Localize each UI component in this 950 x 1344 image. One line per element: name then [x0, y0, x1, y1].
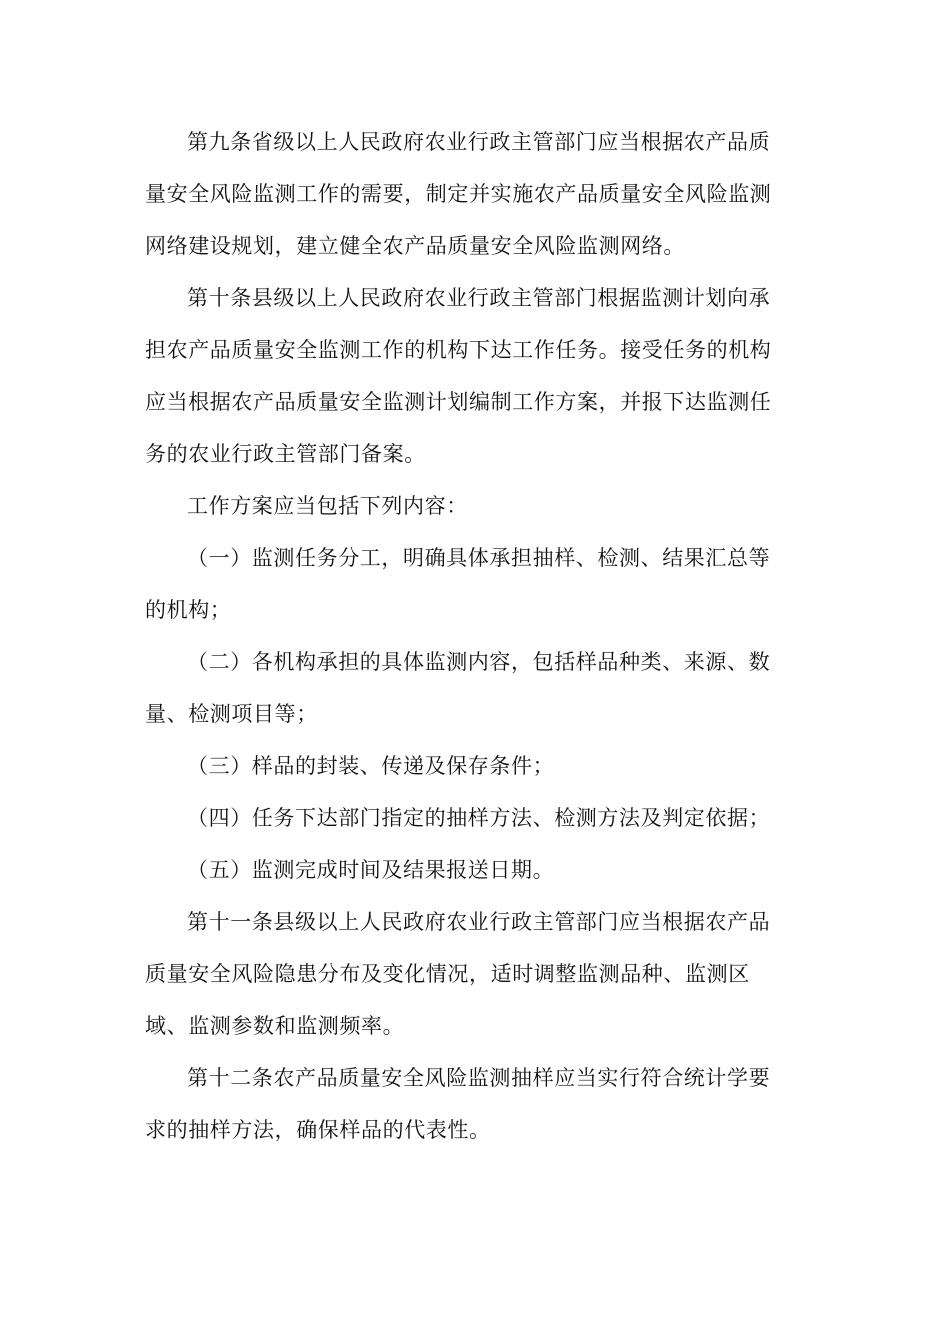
text-line: 求的抽样方法，确保样品的代表性。: [145, 1118, 491, 1142]
list-item-4: [145, 792, 805, 844]
text-line: （二）各机构承担的具体监测内容，包括样品种类、来源、数: [187, 650, 771, 674]
text-line: 第十二条农产品质量安全风险监测抽样应当实行符合统计学要: [187, 1066, 771, 1090]
text-line: 务的农业行政主管部门备案。: [145, 442, 426, 466]
text-line: 应当根据农产品质量安全监测计划编制工作方案，并报下达监测任: [145, 390, 772, 414]
text-line: 量、检测项目等；: [145, 702, 318, 726]
text-line: 担农产品质量安全监测工作的机构下达工作任务。接受任务的机构: [145, 338, 772, 362]
text-line: 网络建设规划，建立健全农产品质量安全风险监测网络。: [145, 234, 685, 258]
paragraph-article-9: [145, 116, 805, 272]
paragraph-article-12: [145, 1052, 805, 1156]
text-line: （一）监测任务分工，明确具体承担抽样、检测、结果汇总等: [187, 546, 771, 570]
list-item-1: [145, 532, 805, 636]
paragraph-work-plan-intro: [145, 480, 805, 532]
text-line: 量安全风险监测工作的需要，制定并实施农产品质量安全风险监测: [145, 182, 772, 206]
text-line: 第十条县级以上人民政府农业行政主管部门根据监测计划向承: [187, 286, 771, 310]
text-line: （三）样品的封装、传递及保存条件；: [187, 754, 555, 778]
text-line: 质量安全风险隐患分布及变化情况，适时调整监测品种、监测区: [145, 962, 750, 986]
list-item-3: [145, 740, 805, 792]
text-line: 第十一条县级以上人民政府农业行政主管部门应当根据农产品: [187, 910, 771, 934]
text-line: 第九条省级以上人民政府农业行政主管部门应当根据农产品质: [187, 130, 771, 154]
text-line: 域、监测参数和监测频率。: [145, 1014, 405, 1038]
paragraph-article-10: [145, 272, 805, 480]
text-line: 的机构；: [145, 598, 232, 622]
text-line: （五）监测完成时间及结果报送日期。: [187, 858, 555, 882]
list-item-5: [145, 844, 805, 896]
text-line: （四）任务下达部门指定的抽样方法、检测方法及判定依据；: [187, 806, 771, 830]
document-body: [145, 116, 805, 1156]
list-item-2: [145, 636, 805, 740]
paragraph-article-11: [145, 896, 805, 1052]
text-line: 工作方案应当包括下列内容：: [187, 494, 468, 518]
